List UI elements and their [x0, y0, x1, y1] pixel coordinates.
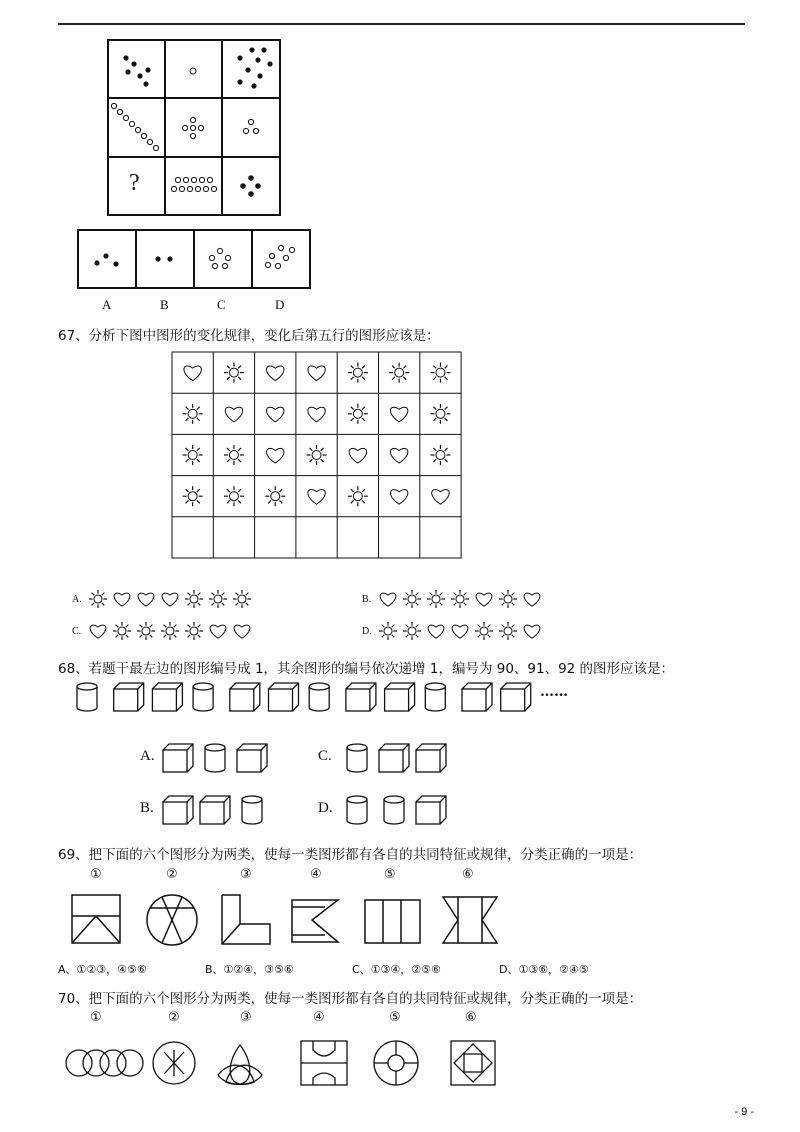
q70-num-1: ①: [90, 1010, 102, 1025]
q70-figure-1: [66, 1050, 143, 1076]
q70-num-5: ⑤: [389, 1010, 401, 1025]
q70-figure-2: [153, 1042, 195, 1084]
q67-option-b-label: B.: [362, 594, 372, 605]
q69-title: 69、把下面的六个图形分为两类，使每一类图形都有各自的共同特征或规律，分类正确的一项是：: [58, 847, 643, 863]
q68-option-c-label: C.: [318, 748, 332, 764]
q69-choice-d: D、①③⑥，②④⑤: [499, 963, 589, 976]
q70-num-4: ④: [313, 1010, 325, 1025]
q68-option-d-label: D.: [318, 800, 333, 816]
q70-num-2: ②: [168, 1010, 180, 1025]
q69-choice-b: B、①②④，③⑤⑥: [205, 963, 294, 976]
page-number: - 9 -: [734, 1106, 754, 1118]
q67-option-a-label: A.: [72, 594, 82, 605]
q69-num-6: ⑥: [462, 867, 474, 882]
q66-option-label-b: B: [160, 297, 169, 312]
q70-figure-6: [451, 1041, 495, 1085]
q70-num-6: ⑥: [465, 1010, 477, 1025]
q68-option-b-label: B.: [140, 800, 154, 816]
q68-title: 68、若题干最左边的图形编号成 1，其余图形的编号依次递增 1，编号为 90、91、92 的图形应该是：: [58, 661, 675, 677]
q70-num-3: ③: [240, 1010, 252, 1025]
q66-option-label-c: C: [217, 297, 226, 312]
q69-num-3: ③: [240, 867, 252, 882]
q67-title: 67、分析下图中图形的变化规律，变化后第五行的图形应该是：: [58, 328, 440, 344]
q69-choice-c: C、①③④，②⑤⑥: [352, 963, 441, 976]
q67-option-c-label: C.: [72, 626, 82, 637]
q70-figure-3: [218, 1045, 262, 1084]
q69-num-4: ④: [310, 867, 322, 882]
q69-num-5: ⑤: [384, 867, 396, 882]
q66-option-label-a: A: [102, 297, 112, 312]
q68-ellipsis: ……: [540, 684, 568, 700]
q69-num-1: ①: [90, 867, 102, 882]
q70-title: 70、把下面的六个图形分为两类，使每一类图形都有各自的共同特征或规律，分类正确的一项是：: [58, 991, 643, 1007]
q70-figure-4: [301, 1041, 347, 1085]
q67-option-d-label: D.: [362, 626, 372, 637]
q69-num-2: ②: [166, 867, 178, 882]
q68-option-a-label: A.: [140, 748, 155, 764]
q69-choice-a: A、①②③，④⑤⑥: [58, 963, 147, 976]
q66-question-mark: ?: [129, 170, 140, 196]
q66-option-label-d: D: [275, 297, 285, 312]
q70-figure-5: [374, 1041, 418, 1085]
